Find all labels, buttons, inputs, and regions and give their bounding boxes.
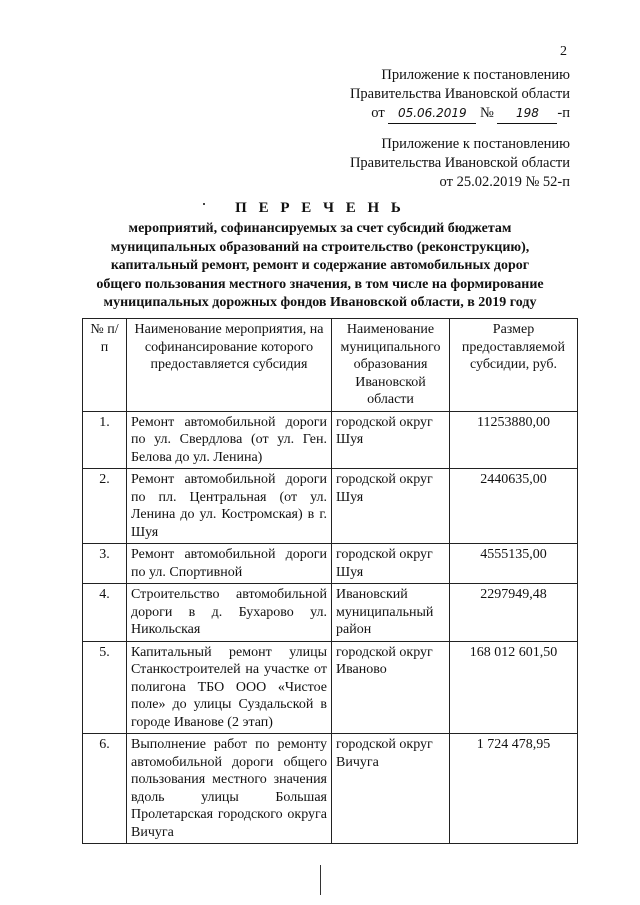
title-heading: П Е Р Е Ч Е Н Ь	[235, 200, 405, 216]
appendix-original-line2: Правительства Ивановской области	[349, 155, 570, 171]
appendix-current-block	[350, 66, 570, 124]
table-row	[83, 411, 578, 469]
header-name: Наименование мероприятия, на софинансирование которого предоставляется субсидия	[127, 319, 332, 412]
row-municipality: городской округ Иваново	[332, 641, 450, 734]
from-label: от	[371, 105, 385, 121]
row-amount: 1 724 478,95	[450, 734, 578, 844]
row-amount: 2440635,00	[450, 469, 578, 544]
table-row	[83, 469, 578, 544]
row-name: Ремонт автомобильной дороги по ул. Свердлова (от ул. Ген. Белова до ул. Ленина)	[127, 411, 332, 469]
number-label: №	[479, 105, 494, 121]
row-num: 4.	[83, 584, 127, 642]
appendix-current-line2: Правительства Ивановской области	[349, 86, 570, 102]
row-name: Выполнение работ по ремонту автомобильной дороги общего пользования местного значения вдоль улицы Большая Пролетарская городского округа Вичуга	[127, 734, 332, 844]
table-row	[83, 584, 578, 642]
row-name: Ремонт автомобильной дороги по пл. Центральная (от ул. Ленина до ул. Костромская) в г. Шуя	[127, 469, 332, 544]
row-num: 5.	[83, 641, 127, 734]
row-num: 6.	[83, 734, 127, 844]
table-row	[83, 734, 578, 844]
row-num: 1.	[83, 411, 127, 469]
subsidy-table	[82, 318, 578, 844]
row-municipality: городской округ Шуя	[332, 544, 450, 584]
handwritten-date: 05.06.2019	[388, 104, 476, 124]
header-amount: Размер предоставляемой субсидии, руб.	[450, 319, 578, 412]
row-municipality: городской округ Шуя	[332, 469, 450, 544]
row-municipality: городской округ Шуя	[332, 411, 450, 469]
row-amount: 168 012 601,50	[450, 641, 578, 734]
appendix-original-line1: Приложение к постановлению	[381, 136, 570, 152]
table-row	[83, 544, 578, 584]
row-name: Капитальный ремонт улицы Станкостроителей на участке от полигона ТБО ООО «Чистое поле» до улицы Суздальской в городе Иванове (2 этап)	[127, 641, 332, 734]
row-name: Ремонт автомобильной дороги по ул. Спортивной	[127, 544, 332, 584]
row-amount: 2297949,48	[450, 584, 578, 642]
row-num: 3.	[83, 544, 127, 584]
document-title	[95, 200, 545, 313]
number-suffix: -п	[557, 105, 570, 121]
row-num: 2.	[83, 469, 127, 544]
appendix-current-line1: Приложение к постановлению	[381, 67, 570, 83]
header-num: № п/п	[83, 319, 127, 412]
table-header-row	[83, 319, 578, 412]
appendix-original-line3: от 25.02.2019 № 52-п	[439, 174, 570, 190]
header-municipality: Наименование муниципального образования Ивановской области	[332, 319, 450, 412]
scan-mark	[320, 865, 321, 895]
row-municipality: городской округ Вичуга	[332, 734, 450, 844]
row-name: Строительство автомобильной дороги в д. Бухарово ул. Никольская	[127, 584, 332, 642]
handwritten-number: 198	[497, 104, 557, 124]
appendix-current-line3	[350, 104, 570, 124]
row-amount: 11253880,00	[450, 411, 578, 469]
row-amount: 4555135,00	[450, 544, 578, 584]
page-number: 2	[560, 44, 567, 59]
table-row	[83, 641, 578, 734]
title-subtitle: мероприятий, софинансируемых за счет субсидий бюджетам муниципальных образований на строительство (реконструкцию), капитальный ремонт, ремонт и содержание автомобильных дорог общего пользования местного значения, в том числе на формирование муниципальных дорожных фондов Ивановской области, в 2019 году	[96, 221, 544, 310]
row-municipality: Ивановский муниципальный район	[332, 584, 450, 642]
appendix-original-block	[350, 135, 570, 192]
